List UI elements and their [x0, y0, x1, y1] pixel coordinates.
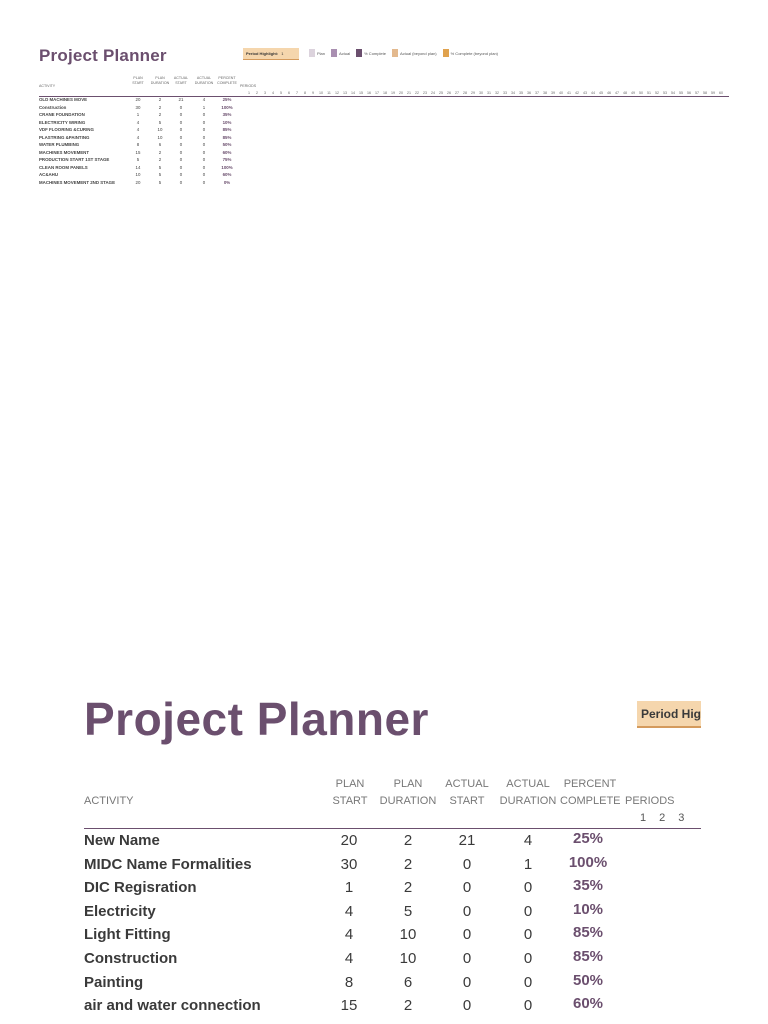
- col-actual-duration-l2: DURATION: [194, 81, 214, 85]
- plan-duration-cell: 2: [158, 112, 162, 117]
- plan-start-cell: 20: [340, 832, 358, 849]
- actual-start-cell: 0: [179, 119, 183, 125]
- actual-start-cell: 0: [462, 950, 472, 967]
- plan-duration-cell: 2: [403, 832, 413, 849]
- actual-start-cell: 0: [462, 855, 472, 873]
- col-plan-duration-l2: DURATION: [150, 81, 170, 85]
- lcol-plan-duration-l1: PLAN: [393, 778, 423, 790]
- period-highlight-large[interactable]: Period Hig: [637, 701, 701, 728]
- actual-start-cell: 0: [179, 164, 183, 170]
- period-number: 46: [607, 91, 611, 95]
- legend-swatch-complete-beyond: [443, 49, 449, 57]
- actual-duration-cell: 0: [202, 157, 206, 162]
- actual-start-cell: 0: [462, 926, 472, 944]
- page-title-small: Project Planner: [39, 46, 167, 65]
- lcol-plan-start-l1: PLAN: [335, 778, 365, 790]
- col-actual-start-l2: START: [175, 81, 187, 85]
- legend: [309, 49, 498, 57]
- small-table: [39, 76, 729, 187]
- percent-cell: 25%: [222, 97, 232, 102]
- percent-cell: 35%: [222, 112, 232, 117]
- period-number: 13: [343, 91, 347, 95]
- period-number: 6: [288, 91, 290, 95]
- legend-label: Plan: [317, 50, 326, 56]
- period-number: 39: [551, 91, 555, 95]
- activity-cell: New Name: [84, 832, 160, 849]
- actual-duration-cell: 0: [202, 172, 206, 177]
- plan-duration-cell: 5: [158, 164, 162, 170]
- actual-start-cell: 0: [179, 157, 183, 162]
- col-actual-start: [172, 76, 190, 86]
- plan-start-cell: 15: [340, 997, 358, 1015]
- actual-duration-cell: 0: [523, 973, 533, 991]
- lcol-plan-start-l2: START: [332, 795, 368, 807]
- table-row: [84, 926, 704, 950]
- period-number: 10: [319, 91, 323, 95]
- actual-start-cell: 0: [462, 902, 472, 920]
- plan-start-cell: 4: [136, 127, 140, 132]
- plan-duration-cell: 5: [158, 119, 162, 125]
- actual-start-cell: 0: [179, 142, 183, 147]
- period-number: 35: [519, 91, 523, 95]
- period-number: 4: [272, 91, 274, 95]
- small-rows: [39, 97, 729, 187]
- period-number: 29: [471, 91, 475, 95]
- period-number: 2: [256, 91, 258, 95]
- period-highlight-label: Period Highlight:: [246, 51, 279, 56]
- period-number: 50: [639, 91, 643, 95]
- activity-cell: Painting: [84, 973, 144, 991]
- col-plan-duration: [149, 76, 171, 86]
- table-row: [39, 172, 729, 180]
- period-number: 48: [623, 91, 627, 95]
- lcol-actual-duration-l1: ACTUAL: [506, 778, 550, 790]
- activity-cell: MACHINES MOVEMENT: [39, 149, 90, 155]
- plan-duration-cell: 2: [403, 855, 413, 873]
- percent-cell: 85%: [222, 127, 232, 132]
- table-row: [84, 971, 704, 998]
- plan-start-cell: 20: [135, 179, 141, 185]
- plan-start-cell: 1: [344, 879, 354, 897]
- period-number: 33: [503, 91, 507, 95]
- percent-cell: 85%: [572, 948, 604, 965]
- percent-cell: 10%: [572, 900, 604, 918]
- plan-start-cell: 4: [136, 119, 140, 125]
- table-row: [39, 127, 729, 135]
- period-number: 23: [423, 91, 427, 95]
- table-row: [84, 997, 704, 1021]
- period-number: 24: [431, 91, 435, 95]
- percent-cell: 100%: [568, 853, 608, 871]
- period-number: 21: [407, 91, 411, 95]
- plan-duration-cell: 2: [403, 879, 413, 897]
- table-row: [39, 112, 729, 120]
- col-plan-duration-l1: PLAN: [155, 76, 165, 80]
- actual-start-cell: 0: [179, 104, 183, 110]
- percent-cell: 100%: [221, 164, 233, 170]
- lcol-actual-duration: [498, 776, 558, 810]
- period-number: 60: [719, 91, 723, 95]
- plan-duration-cell: 10: [399, 950, 417, 967]
- table-row: [39, 97, 729, 105]
- legend-swatch-actual: [331, 49, 337, 57]
- actual-duration-cell: 0: [202, 112, 206, 117]
- actual-duration-cell: 0: [523, 926, 533, 944]
- period-number: 5: [280, 91, 282, 95]
- plan-duration-cell: 10: [157, 127, 163, 132]
- period-number: 2: [659, 812, 666, 824]
- period-numbers: [245, 91, 725, 95]
- plan-start-cell: 1: [136, 112, 140, 117]
- activity-cell: Electricity: [84, 902, 156, 920]
- actual-duration-cell: 0: [202, 164, 206, 170]
- col-actual-duration-l1: ACTUAL: [196, 76, 212, 80]
- lcol-plan-start: [322, 776, 378, 810]
- lcol-periods: PERIODS: [625, 795, 675, 807]
- percent-cell: 10%: [222, 119, 232, 125]
- period-number: 26: [447, 91, 451, 95]
- period-number: 28: [463, 91, 467, 95]
- legend-item-actual: [331, 49, 350, 57]
- period-number: 34: [511, 91, 515, 95]
- activity-cell: VDF FLOORING &CURING: [39, 127, 94, 132]
- actual-start-cell: 21: [178, 97, 184, 102]
- plan-start-cell: 5: [136, 157, 140, 162]
- lcol-actual-start-l2: START: [449, 795, 485, 807]
- plan-duration-cell: 6: [158, 142, 162, 147]
- actual-duration-cell: 0: [202, 119, 206, 125]
- percent-cell: 60%: [572, 995, 604, 1013]
- period-number: 11: [327, 91, 331, 95]
- table-row: [39, 142, 729, 150]
- period-number: 31: [487, 91, 491, 95]
- plan-start-cell: 10: [135, 172, 141, 177]
- actual-start-cell: 0: [462, 879, 472, 897]
- actual-start-cell: 0: [462, 973, 472, 991]
- table-row: [84, 832, 704, 856]
- col-percent-complete: [216, 76, 238, 86]
- table-row: [39, 120, 729, 128]
- plan-duration-cell: 10: [157, 134, 163, 140]
- actual-start-cell: 0: [179, 127, 183, 132]
- period-number: 54: [671, 91, 675, 95]
- table-row: [84, 879, 704, 903]
- period-highlight-small[interactable]: [243, 48, 299, 60]
- period-number: 42: [575, 91, 579, 95]
- actual-start-cell: 0: [179, 172, 183, 177]
- plan-duration-cell: 10: [399, 926, 417, 944]
- plan-duration-cell: 5: [158, 179, 162, 185]
- col-percent-l2: COMPLETE: [217, 81, 237, 85]
- table-row: [39, 135, 729, 143]
- period-number: 59: [711, 91, 715, 95]
- legend-swatch-plan: [309, 49, 315, 57]
- actual-duration-cell: 1: [202, 104, 206, 110]
- period-number: 16: [367, 91, 371, 95]
- large-header-divider: [84, 828, 701, 829]
- activity-cell: MIDC Name Formalities: [84, 855, 252, 873]
- period-number: 27: [455, 91, 459, 95]
- col-actual-duration: [193, 76, 215, 86]
- col-periods: PERIODS: [240, 84, 257, 88]
- percent-cell: 60%: [222, 172, 232, 177]
- actual-start-cell: 21: [458, 832, 476, 849]
- period-number: 8: [304, 91, 306, 95]
- col-actual-start-l1: ACTUAL: [173, 76, 189, 80]
- percent-cell: 100%: [221, 104, 233, 110]
- activity-cell: WATER PLUMBING: [39, 142, 80, 147]
- percent-cell: 25%: [572, 830, 604, 847]
- plan-start-cell: 15: [135, 149, 141, 155]
- lcol-percent-l2: COMPLETE: [560, 795, 621, 807]
- percent-cell: 75%: [222, 157, 232, 162]
- col-plan-start-l1: PLAN: [133, 76, 143, 80]
- plan-duration-cell: 5: [158, 172, 162, 177]
- period-number: 41: [567, 91, 571, 95]
- actual-start-cell: 0: [179, 149, 183, 155]
- period-number: 47: [615, 91, 619, 95]
- legend-label: Actual: [339, 50, 351, 56]
- period-number: 19: [391, 91, 395, 95]
- plan-start-cell: 8: [136, 142, 140, 147]
- percent-cell: 85%: [572, 924, 604, 942]
- activity-cell: ELECTRICITY WIRING: [39, 119, 86, 125]
- period-number: 25: [439, 91, 443, 95]
- col-plan-start-l2: START: [132, 81, 144, 85]
- legend-label: % Complete: [364, 50, 386, 56]
- lcol-plan-duration-l2: DURATION: [379, 795, 437, 807]
- actual-start-cell: 0: [179, 179, 183, 185]
- actual-duration-cell: 0: [523, 997, 533, 1015]
- percent-cell: 50%: [572, 971, 604, 989]
- lcol-actual-duration-l2: DURATION: [499, 795, 557, 807]
- actual-duration-cell: 0: [202, 149, 206, 155]
- activity-cell: MACHINES MOVEMENT 2ND STAGE: [39, 179, 116, 185]
- lcol-percent-complete: [560, 776, 620, 810]
- lcol-actual-start: [438, 776, 496, 810]
- period-number: 52: [655, 91, 659, 95]
- period-number: 44: [591, 91, 595, 95]
- legend-label: % Complete (beyond plan): [450, 50, 498, 56]
- col-percent-l1: PERCENT: [218, 76, 236, 80]
- period-number: 30: [479, 91, 483, 95]
- activity-cell: DIC Regisration: [84, 879, 197, 897]
- activity-cell: CRANE FOUNDATION: [39, 112, 85, 117]
- actual-duration-cell: 1: [523, 855, 533, 873]
- period-number: 38: [543, 91, 547, 95]
- table-row: [84, 900, 704, 927]
- period-number: 32: [495, 91, 499, 95]
- percent-cell: 60%: [222, 149, 232, 155]
- actual-duration-cell: 0: [523, 950, 533, 967]
- period-number: 49: [631, 91, 635, 95]
- activity-cell: PLASTRING &PAINTING: [39, 134, 90, 140]
- period-number: 58: [703, 91, 707, 95]
- period-number: 40: [559, 91, 563, 95]
- actual-duration-cell: 0: [523, 879, 533, 897]
- period-number: 3: [264, 91, 266, 95]
- legend-item-complete-beyond: [443, 49, 498, 57]
- period-number: 55: [679, 91, 683, 95]
- period-number: 56: [687, 91, 691, 95]
- period-number: 36: [527, 91, 531, 95]
- period-number: 1: [248, 91, 250, 95]
- plan-start-cell: 4: [344, 950, 354, 967]
- plan-start-cell: 8: [344, 973, 354, 991]
- legend-swatch-actual-beyond: [392, 49, 398, 57]
- period-number: 14: [351, 91, 355, 95]
- percent-cell: 85%: [222, 134, 232, 140]
- legend-swatch-complete: [356, 49, 362, 57]
- activity-cell: AC&AHU: [39, 172, 59, 177]
- activity-cell: Light Fitting: [84, 926, 171, 944]
- period-number: 3: [678, 812, 685, 824]
- actual-duration-cell: 0: [523, 902, 533, 920]
- actual-duration-cell: 4: [523, 832, 533, 849]
- plan-duration-cell: 2: [158, 97, 162, 102]
- period-number: 15: [359, 91, 363, 95]
- legend-item-complete: [356, 49, 386, 57]
- plan-start-cell: 20: [135, 97, 141, 102]
- activity-cell: Construction: [39, 104, 67, 110]
- plan-start-cell: 30: [135, 104, 141, 110]
- percent-cell: 35%: [572, 877, 604, 895]
- period-number: 1: [640, 812, 647, 824]
- period-number: 37: [535, 91, 539, 95]
- plan-duration-cell: 2: [403, 997, 413, 1015]
- legend-item-plan: [309, 49, 325, 57]
- table-row: [39, 180, 729, 188]
- plan-duration-cell: 5: [403, 902, 413, 920]
- period-number: 53: [663, 91, 667, 95]
- period-number: 7: [296, 91, 298, 95]
- activity-cell: air and water connection: [84, 997, 261, 1015]
- period-number: 43: [583, 91, 587, 95]
- period-number: 17: [375, 91, 379, 95]
- period-number: 9: [312, 91, 314, 95]
- plan-start-cell: 4: [136, 134, 140, 140]
- plan-start-cell: 14: [135, 164, 141, 170]
- lcol-actual-start-l1: ACTUAL: [445, 778, 489, 790]
- period-number: 12: [335, 91, 339, 95]
- plan-duration-cell: 2: [158, 149, 162, 155]
- actual-duration-cell: 0: [202, 179, 206, 185]
- legend-item-actual-beyond: [392, 49, 437, 57]
- col-plan-start: [129, 76, 147, 86]
- plan-duration-cell: 2: [158, 104, 162, 110]
- table-row: [84, 853, 704, 880]
- percent-cell: 50%: [222, 142, 232, 147]
- plan-duration-cell: 2: [158, 157, 162, 162]
- actual-duration-cell: 0: [202, 127, 206, 132]
- plan-start-cell: 4: [344, 926, 354, 944]
- table-row: [39, 150, 729, 158]
- plan-start-cell: 4: [344, 902, 354, 920]
- period-highlight-value: 1: [281, 51, 284, 56]
- page-title-large: Project Planner: [84, 693, 429, 745]
- activity-cell: Construction: [84, 950, 178, 967]
- actual-duration-cell: 0: [202, 134, 206, 140]
- lcol-percent-l1: PERCENT: [563, 778, 617, 790]
- table-row: [39, 105, 729, 113]
- lcol-plan-duration: [378, 776, 438, 810]
- activity-cell: CLEAN ROOM PANELS: [39, 164, 88, 170]
- percent-cell: 0%: [223, 179, 231, 185]
- activity-cell: OLD MACHINES MOVE: [39, 97, 88, 102]
- period-number: 57: [695, 91, 699, 95]
- actual-start-cell: 0: [179, 134, 183, 140]
- lcol-activity: ACTIVITY: [84, 795, 134, 807]
- table-row: [39, 157, 729, 165]
- legend-label: Actual (beyond plan): [399, 50, 437, 56]
- col-activity: ACTIVITY: [39, 84, 56, 88]
- period-number: 45: [599, 91, 603, 95]
- table-row: [84, 950, 704, 974]
- period-number: 20: [399, 91, 403, 95]
- plan-duration-cell: 6: [403, 973, 413, 991]
- actual-start-cell: 0: [179, 112, 183, 117]
- plan-start-cell: 30: [340, 855, 358, 873]
- actual-start-cell: 0: [462, 997, 472, 1015]
- period-number: 22: [415, 91, 419, 95]
- period-number: 51: [647, 91, 651, 95]
- small-table-header: [39, 76, 729, 90]
- table-row: [39, 165, 729, 173]
- actual-duration-cell: 4: [202, 97, 206, 102]
- period-number: 18: [383, 91, 387, 95]
- large-period-numbers: [640, 812, 684, 824]
- actual-duration-cell: 0: [202, 142, 206, 147]
- activity-cell: PRODUCTION START 1ST STAGE: [39, 157, 110, 162]
